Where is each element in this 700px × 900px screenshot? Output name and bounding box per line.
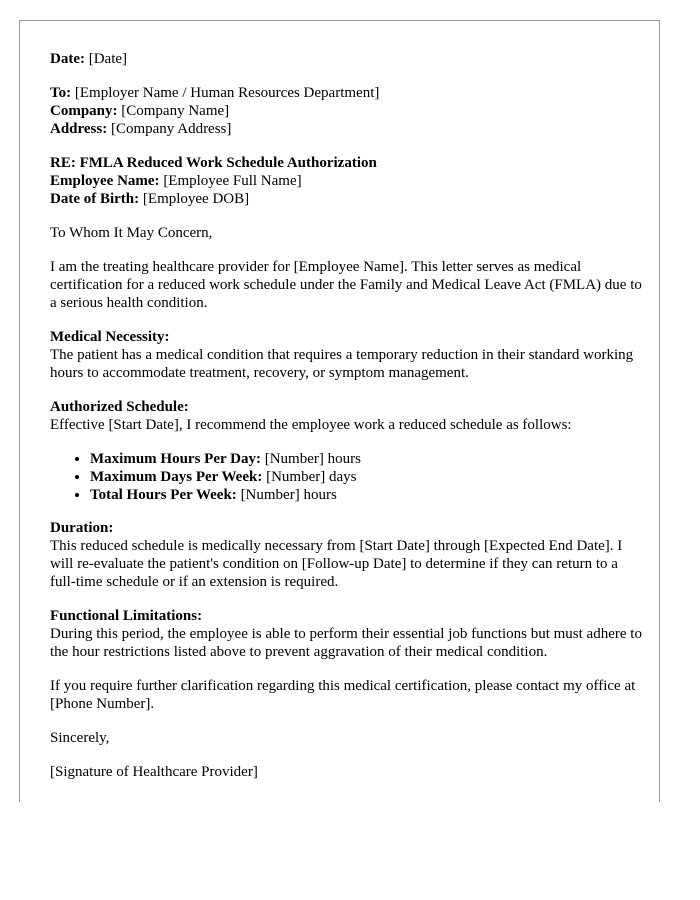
dob-value: [Employee DOB] — [142, 191, 250, 207]
schedule-list — [50, 450, 642, 504]
address-value: [Company Address] — [110, 121, 232, 137]
company-label: Company: — [50, 103, 118, 119]
max-hours-per-day-value: [Number] hours — [264, 451, 361, 467]
date-line — [50, 50, 642, 68]
medical-necessity-heading: Medical Necessity: — [50, 329, 170, 345]
authorized-schedule-section — [50, 398, 642, 504]
duration-text: This reduced schedule is medically necessary from [Start Date] through [Expected End Date]. I will re-evaluate the patient's condition on [Follow-up Date] to determine if they can return to a full-time schedule or if an extension is required. — [50, 538, 623, 590]
dob-label: Date of Birth: — [50, 191, 140, 207]
employee-name-line — [50, 172, 642, 190]
medical-necessity-text: The patient has a medical condition that requires a temporary reduction in their standard working hours to accommodate treatment, recovery, or symptom management. — [50, 347, 634, 381]
subject-line: RE: FMLA Reduced Work Schedule Authorization — [50, 155, 377, 171]
company-line — [50, 102, 642, 120]
total-hours-per-week-label: Total Hours Per Week: — [90, 487, 237, 503]
subject-block — [50, 154, 642, 208]
authorized-schedule-text: Effective [Start Date], I recommend the employee work a reduced schedule as follows: — [50, 417, 572, 433]
letter-content — [50, 50, 642, 797]
duration-section — [50, 519, 642, 591]
date-label: Date: — [50, 51, 85, 67]
date-value: [Date] — [88, 51, 128, 67]
address-line — [50, 120, 642, 138]
duration-heading: Duration: — [50, 520, 114, 536]
max-days-per-week-label: Maximum Days Per Week: — [90, 469, 263, 485]
closing-paragraph: If you require further clarification regarding this medical certification, please contact my office at [Phone Number]. — [50, 678, 636, 712]
list-item — [90, 468, 642, 486]
list-item — [90, 450, 642, 468]
total-hours-per-week-value: [Number] hours — [240, 487, 337, 503]
salutation: To Whom It May Concern, — [50, 225, 213, 241]
dob-line — [50, 190, 642, 208]
closing: Sincerely, — [50, 730, 110, 746]
intro-paragraph: I am the treating healthcare provider for [Employee Name]. This letter serves as medical certification for a reduced work schedule under the Family and Medical Leave Act (FMLA) due to a serious health condition. — [50, 259, 642, 311]
to-label: To: — [50, 85, 72, 101]
functional-limitations-text: During this period, the employee is able to perform their essential job functions but must adhere to the hour restrictions listed above to prevent aggravation of their medical condition. — [50, 626, 642, 660]
to-line — [50, 84, 642, 102]
medical-necessity-section — [50, 328, 642, 382]
to-value: [Employer Name / Human Resources Department] — [74, 85, 380, 101]
functional-limitations-section — [50, 607, 642, 661]
employee-name-value: [Employee Full Name] — [163, 173, 302, 189]
functional-limitations-heading: Functional Limitations: — [50, 608, 203, 624]
signature-line: [Signature of Healthcare Provider] — [50, 764, 258, 780]
max-hours-per-day-label: Maximum Hours Per Day: — [90, 451, 261, 467]
list-item — [90, 486, 642, 504]
company-value: [Company Name] — [121, 103, 230, 119]
authorized-schedule-heading: Authorized Schedule: — [50, 399, 189, 415]
employee-name-label: Employee Name: — [50, 173, 160, 189]
address-label: Address: — [50, 121, 108, 137]
recipient-block — [50, 84, 642, 138]
letter-page — [19, 20, 660, 802]
max-days-per-week-value: [Number] days — [266, 469, 357, 485]
